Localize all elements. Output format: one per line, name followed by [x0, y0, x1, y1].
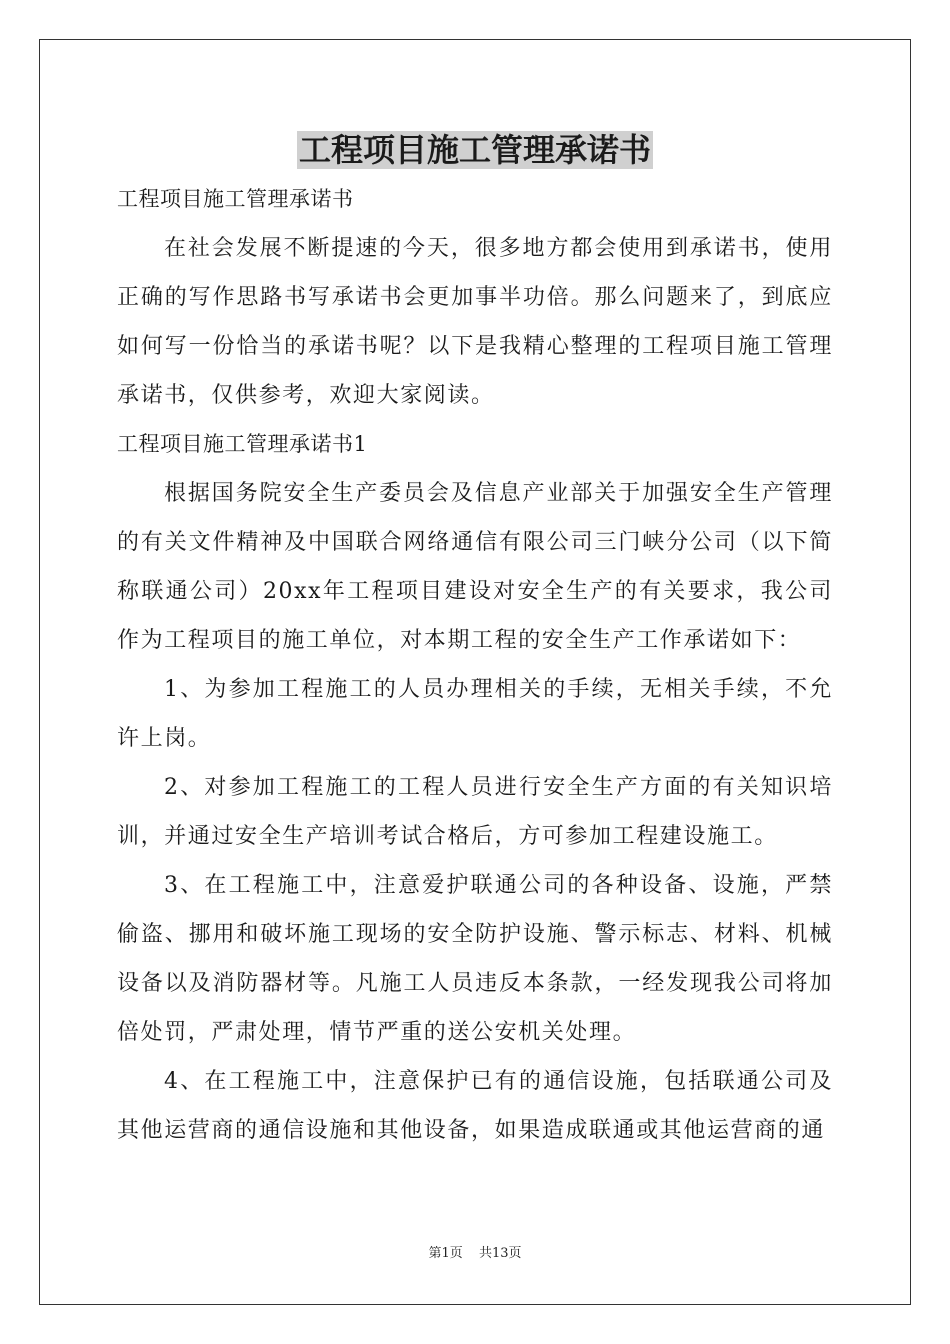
- section-heading: 工程项目施工管理承诺书1: [117, 432, 368, 456]
- document-title: [0, 128, 950, 172]
- section-heading: 工程项目施工管理承诺书: [117, 187, 354, 211]
- document-body: [117, 175, 833, 1155]
- document-title-text: 工程项目施工管理承诺书: [298, 131, 651, 169]
- page-total: 共13页: [478, 1246, 522, 1261]
- list-item: 4、在工程施工中，注意保护已有的通信设施，包括联通公司及其他运营商的通信设施和其他设备，如果造成联通或其他运营商的通: [117, 1069, 833, 1143]
- body-paragraph: 根据国务院安全生产委员会及信息产业部关于加强安全生产管理的有关文件精神及中国联合网络通信有限公司三门峡分公司（以下简称联通公司）20xx年工程项目建设对安全生产的有关要求，我公司作为工程项目的施工单位，对本期工程的安全生产工作承诺如下：: [117, 481, 833, 653]
- page-footer: [0, 1245, 950, 1263]
- intro-paragraph: 在社会发展不断提速的今天，很多地方都会使用到承诺书，使用正确的写作思路书写承诺书会更加事半功倍。那么问题来了，到底应如何写一份恰当的承诺书呢？以下是我精心整理的工程项目施工管理承诺书，仅供参考，欢迎大家阅读。: [117, 236, 833, 408]
- page-number: 第1页: [428, 1246, 463, 1261]
- list-item: 1、为参加工程施工的人员办理相关的手续，无相关手续，不允许上岗。: [117, 677, 833, 751]
- list-item: 2、对参加工程施工的工程人员进行安全生产方面的有关知识培训，并通过安全生产培训考试合格后，方可参加工程建设施工。: [117, 775, 833, 849]
- list-item: 3、在工程施工中，注意爱护联通公司的各种设备、设施，严禁偷盗、挪用和破坏施工现场的安全防护设施、警示标志、材料、机械设备以及消防器材等。凡施工人员违反本条款，一经发现我公司将加倍处罚，严肃处理，情节严重的送公安机关处理。: [117, 873, 833, 1045]
